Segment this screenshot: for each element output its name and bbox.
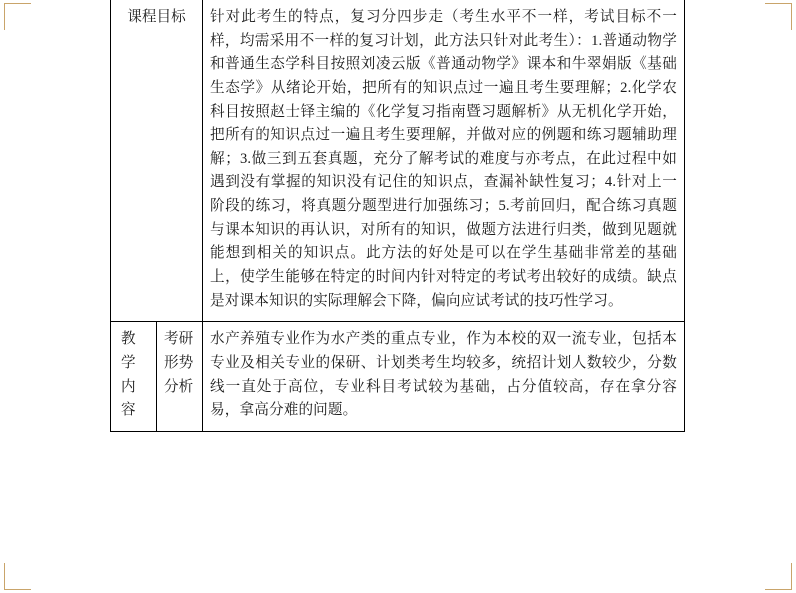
teaching-content-text: 水产养殖专业作为水产类的重点专业，作为本校的双一流专业，包括本专业及相关专业的保研、计划类考生均较多，统招计划人数较少，分数线一直处于高位，专业科目考试较为基础，占分值较高，存在拿分容易，拿高分难的问题。 xyxy=(210,331,677,419)
cell-course-goal-body xyxy=(203,0,685,322)
page-corner-top-left xyxy=(4,3,31,30)
table-row-course-goal xyxy=(111,0,685,322)
page-corner-bottom-left xyxy=(4,563,31,590)
course-goal-text: 针对此考生的特点，复习分四步走（考生水平不一样，考试目标不一样，均需采用不一样的复习计划，此方法只针对此考生）：1.普通动物学和普通生态学科目按照刘凌云版《普通动物学》课本和牛翠娟版《基础生态学》从绪论开始，把所有的知识点过一遍且考生要理解；2.化学农科目按照赵士铎主编的《化学复习指南暨习题解析》从无机化学开始，把所有的知识点过一遍且考生要理解，并做对应的例题和练习题辅助理解；3.做三到五套真题，充分了解考试的难度与亦考点，在此过程中如遇到没有掌握的知识没有记住的知识点，查漏补缺性复习；4.针对上一阶段的练习，将真题分题型进行加强练习；5.考前回归，配合练习真题与课本知识的再认识，对所有的知识，做题方法进行归类，做到见题就能想到相关的知识点。此方法的好处是可以在学生基础非常差的基础上，使学生能够在特定的时间内针对特定的考试考出较好的成绩。缺点是对课本知识的实际理解会下降，偏向应试考试的技巧性学习。 xyxy=(210,9,677,309)
page-corner-bottom-right xyxy=(765,563,792,590)
page-corner-top-right xyxy=(765,3,792,30)
cell-topic-exam-situation: 考研形势分析 xyxy=(157,322,203,432)
row-label-course-goal: 课程目标 xyxy=(111,0,203,322)
course-plan-table xyxy=(110,0,685,432)
table-row-teaching-content xyxy=(111,322,685,432)
row-label-teaching-content: 教 学 内 容 xyxy=(111,322,157,432)
cell-teaching-content-body xyxy=(203,322,685,432)
